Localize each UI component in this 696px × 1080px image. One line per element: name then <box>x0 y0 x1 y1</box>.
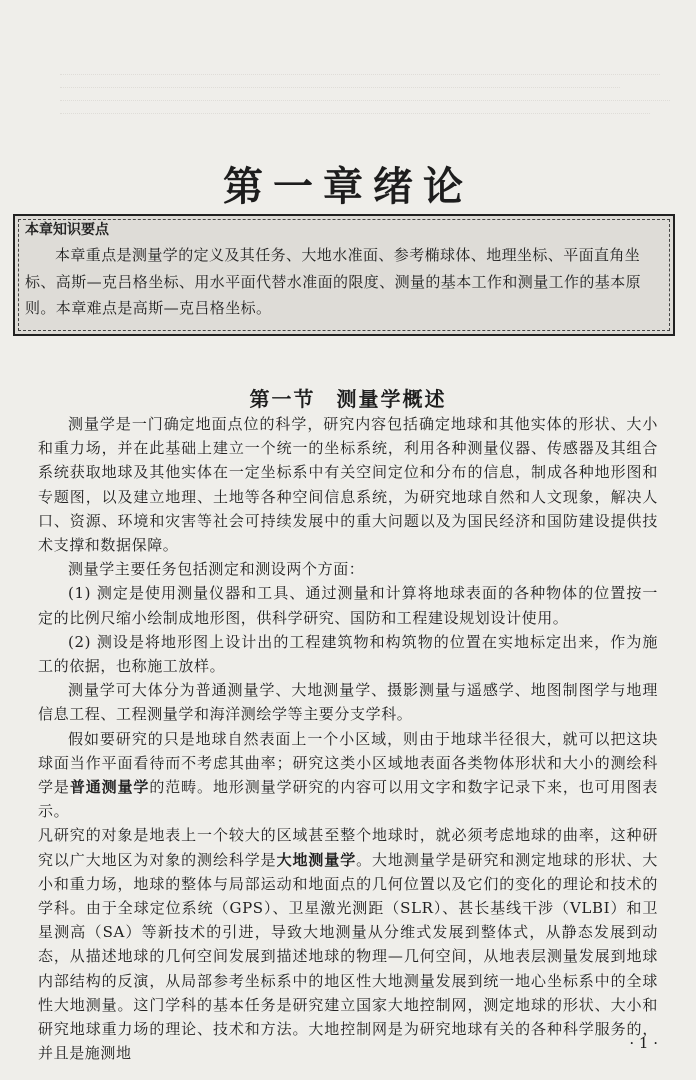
keypoints-text: 本章重点是测量学的定义及其任务、大地水准面、参考椭球体、地理坐标、平面直角坐标、高斯—克吕格坐标、用水平面代替水准面的限度、测量的基本工作和测量工作的基本原则。本章难点是高斯—克吕格坐标。 <box>25 246 642 317</box>
chapter-keypoints-box <box>13 214 675 336</box>
paragraph-text: 的范畴。地形测量学研究的内容可以用文字和数字记录下来，也可用图表示。 <box>38 778 658 821</box>
page-number: · 1 · <box>629 1034 658 1052</box>
paragraph-text: 凡研究的对象是地表上一个较大的区域甚至整个地球时，就必须考虑地球的曲率，这种研究以广大地区为对象的测绘科学是 <box>38 826 658 869</box>
body-text <box>38 412 658 1065</box>
section-title <box>0 383 696 412</box>
paragraph: 测量学可大体分为普通测量学、大地测量学、摄影测量与遥感学、地图制图学与地理信息工程、工程测量学和海洋测绘学等主要分支学科。 <box>38 681 658 724</box>
paragraph <box>38 727 658 824</box>
term-plane-surveying: 普通测量学 <box>69 778 150 797</box>
chapter-title: 第一章绪论 <box>223 163 473 210</box>
bleed-through-texture <box>60 62 680 132</box>
list-item-staking: (2) 测设是将地形图上设计出的工程建筑物和构筑物的位置在实地标定出来，作为施工的依据，也称施工放样。 <box>38 632 658 676</box>
paragraph-text: 。大地测量学是研究和测定地球的形状、大小和重力场，地球的整体与局部运动和地面点的几何位置以及它们的变化的理论和技术的学科。由于全球定位系统（GPS）、卫星激光测距（SLR）、甚长基线干涉（VLBI）和卫星测高（SA）等新技术的引进，导致大地测量从分维式发展到整体式，从静态发展到动态，从描述地球的几何空间发展到描述地球的物理—几何空间，从地表层测量发展到地球内部结构的反演，从局部参考坐标系中的地区性大地测量发展到统一地心坐标系中的全球性大地测量。这门学科的基本任务是研究建立国家大地控制网，测定地球的形状、大小和研究地球重力场的理论、技术和方法。大地控制网是为研究地球有关的各种科学服务的，并且是施测地 <box>38 850 658 1063</box>
paragraph <box>38 823 658 1065</box>
paragraph-text: 假如要研究的只是地球自然表面上一个小区域，则由于地球半径很大，就可以把这块球面当作平面看待而不考虑其曲率；研究这类小区域地表面各类物体形状和大小的测绘科学是 <box>38 729 658 797</box>
section-heading: 测量学概述 <box>336 386 447 411</box>
section-number: 第一节 <box>249 386 316 411</box>
paragraph: 测量学是一门确定地面点位的科学，研究内容包括确定地球和其他实体的形状、大小和重力场，并在此基础上建立一个统一的坐标系统，利用各种测量仪器、传感器及其组合系统获取地球及其他实体在一定坐标系中有关空间定位和分布的信息，制成各种地形图和专题图，以及建立地理、土地等各种空间信息系统，为研究地球自然和人文现象，解决人口、资源、环境和灾害等社会可持续发展中的重大问题以及为国民经济和国防建设提供技术支撑和数据保障。 <box>38 415 658 555</box>
paragraph: 测量学主要任务包括测定和测设两个方面： <box>68 560 365 579</box>
list-item-measurement: (1) 测定是使用测量仪器和工具、通过测量和计算将地球表面的各种物体的位置按一定的比例尺缩小绘制成地形图，供科学研究、国防和工程建设规划设计使用。 <box>38 584 658 627</box>
term-geodesy: 大地测量学 <box>276 850 357 869</box>
keypoints-label: 本章知识要点 <box>25 222 109 238</box>
